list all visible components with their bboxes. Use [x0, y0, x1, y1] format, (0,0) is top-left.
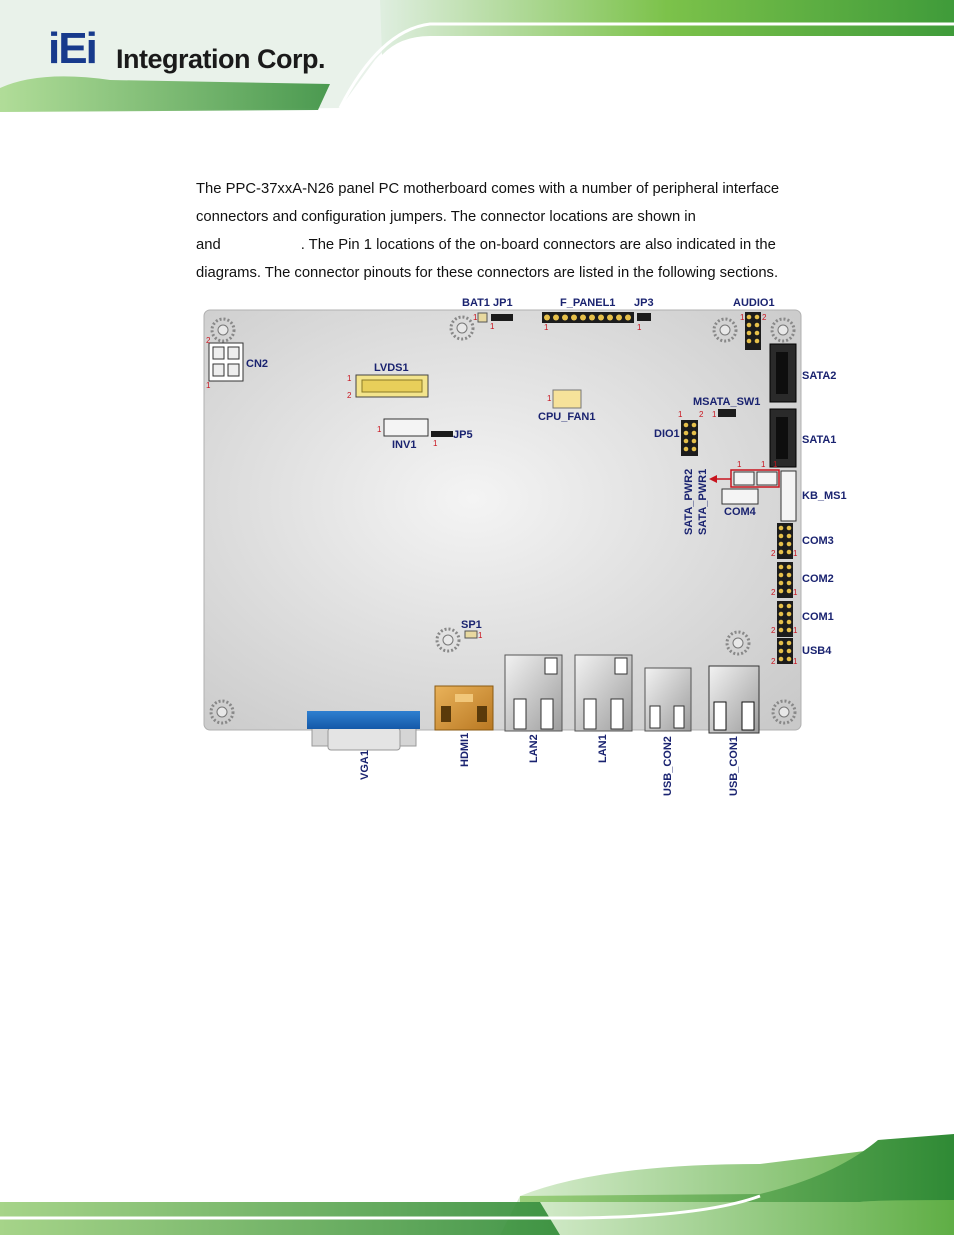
pin-marker: 1 [793, 549, 798, 558]
pin-marker: 1 [490, 322, 495, 331]
pin-marker: 1 [637, 323, 642, 332]
sp1-connector [465, 631, 477, 638]
hdmi1-label: HDMI1 [459, 732, 471, 767]
msata-sw1-jumper [718, 409, 736, 417]
pin-marker: 2 [206, 336, 211, 345]
bat1-connector [478, 313, 487, 322]
pin-marker: 1 [433, 439, 438, 448]
jp3-label: JP3 [634, 297, 654, 309]
pin-marker: 1 [347, 374, 352, 383]
page-footer [0, 1130, 954, 1235]
usb-con2-label: USB_CON2 [662, 736, 674, 796]
paragraph-line-2: connectors and configuration jumpers. The connector locations are shown in [196, 209, 696, 225]
jp1-label: JP1 [493, 297, 513, 309]
sata2-label: SATA2 [802, 370, 837, 382]
msata-sw1-label: MSATA_SW1 [693, 396, 761, 408]
inv1-label: INV1 [392, 439, 417, 451]
footer-graphic [0, 1130, 954, 1235]
sata1-label: SATA1 [802, 434, 837, 446]
hdmi1-connector [435, 686, 493, 730]
vga1-connector [307, 711, 420, 750]
inv1-connector [384, 419, 428, 436]
bat1-label: BAT1 [462, 297, 490, 309]
paragraph-line-3-start: and [196, 237, 221, 253]
com4-connector [722, 489, 758, 504]
paragraph-line-4: diagrams. The connector pinouts for these connectors are listed in the following sections. [196, 265, 779, 281]
board-layout-diagram [0, 290, 954, 810]
usb-con1-label: USB_CON1 [728, 736, 740, 796]
lan2-connector [505, 655, 562, 731]
cn2-connector [209, 343, 243, 381]
logo-mark: iEi [48, 24, 96, 73]
usb-con2-connector [645, 668, 691, 731]
pin-marker: 1 [773, 460, 778, 469]
intro-paragraph [196, 175, 836, 287]
pin-marker: 1 [377, 425, 382, 434]
sata2-connector [770, 344, 796, 402]
jp3-jumper [637, 313, 651, 321]
sata-pwr2-connector [734, 472, 754, 485]
audio1-label: AUDIO1 [733, 297, 775, 309]
pin-marker: 1 [478, 631, 483, 640]
cn2-label: CN2 [246, 358, 269, 370]
pin-marker: 2 [771, 549, 776, 558]
com2-label: COM2 [802, 573, 834, 585]
pin-marker: 2 [771, 657, 776, 666]
pin-marker: 1 [206, 381, 211, 390]
lan1-label: LAN1 [597, 734, 609, 763]
sata-pwr1-label: SATA_PWR1 [697, 468, 709, 535]
pin-marker: 1 [544, 323, 549, 332]
usb-con1-connector [709, 666, 759, 733]
lvds1-connector [356, 375, 428, 397]
com4-label: COM4 [724, 506, 756, 518]
sata-pwr1-connector [757, 472, 777, 485]
lan1-connector [575, 655, 632, 731]
pin-marker: 1 [737, 460, 742, 469]
com3-label: COM3 [802, 535, 834, 547]
logo-company-name: Integration Corp. [116, 44, 325, 74]
pin-marker: 1 [678, 410, 683, 419]
pin-marker: 1 [473, 313, 478, 322]
paragraph-line-3 [196, 231, 836, 259]
pin-marker: 2 [771, 588, 776, 597]
pin-marker: 1 [761, 460, 766, 469]
pin-marker: 1 [712, 410, 717, 419]
kb-ms1-label: KB_MS1 [802, 490, 847, 502]
usb4-label: USB4 [802, 645, 832, 657]
dio1-label: DIO1 [654, 428, 680, 440]
cpu-fan1-label: CPU_FAN1 [538, 411, 596, 423]
pin-marker: 2 [771, 626, 776, 635]
paragraph-line-3-end: . The Pin 1 locations of the on-board connectors are also indicated in the [300, 237, 776, 253]
jp1-jumper [491, 314, 513, 321]
vga1-label: VGA1 [359, 750, 371, 780]
pin-marker: 1 [547, 394, 552, 403]
jp5-label: JP5 [453, 429, 473, 441]
kb-ms1-connector [781, 471, 796, 521]
lan2-label: LAN2 [528, 734, 540, 763]
pin-marker: 2 [347, 391, 352, 400]
lvds1-label: LVDS1 [374, 362, 409, 374]
pin-marker: 1 [793, 626, 798, 635]
pin-marker: 1 [793, 588, 798, 597]
jp5-jumper [431, 431, 453, 437]
sata-pwr2-label: SATA_PWR2 [683, 468, 695, 535]
page-header [0, 0, 954, 115]
paragraph-line-1: The PPC-37xxA-N26 panel PC motherboard comes with a number of peripheral interface [196, 181, 780, 197]
sp1-label: SP1 [461, 619, 482, 631]
pin-marker: 2 [699, 410, 704, 419]
cpu-fan1-connector [553, 390, 581, 408]
pin-marker: 2 [762, 313, 767, 322]
sata1-connector [770, 409, 796, 467]
pin-marker: 1 [793, 657, 798, 666]
f-panel1-label: F_PANEL1 [560, 297, 616, 309]
pin-marker: 1 [740, 313, 745, 322]
com1-label: COM1 [802, 611, 834, 623]
